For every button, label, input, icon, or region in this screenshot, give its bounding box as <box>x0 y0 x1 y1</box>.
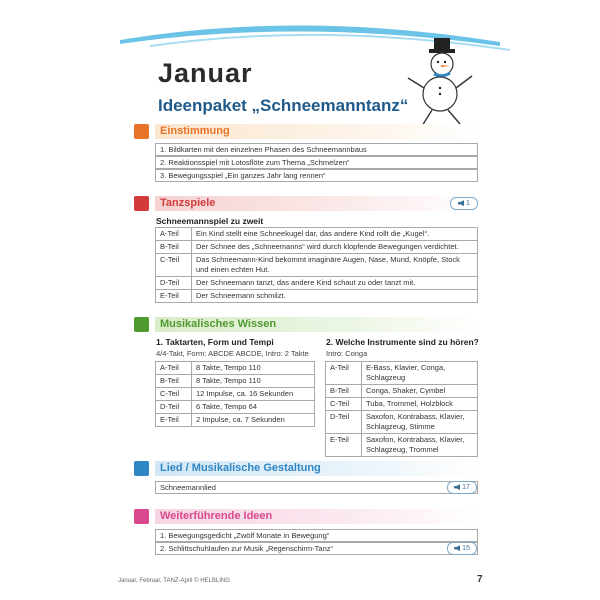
row-label: B-Teil <box>326 385 362 398</box>
row-label: C-Teil <box>156 254 192 277</box>
table-row <box>326 434 478 457</box>
wissen-left-table <box>155 361 315 427</box>
table-row <box>326 411 478 434</box>
row-text: 2 Impulse, ca. 7 Sekunden <box>192 414 315 427</box>
lied-item: Schneemannlied <box>155 481 478 494</box>
table-row <box>326 398 478 411</box>
table-row <box>326 362 478 385</box>
tanzspiele-heading: Schneemannspiel zu zweit <box>156 216 264 226</box>
weiter-item-2: 2. Schlittschuhlaufen zur Musik „Regenschirm-Tanz“ <box>155 542 478 555</box>
weiter-title: Weiterführende Ideen <box>160 510 273 522</box>
table-row <box>156 414 315 427</box>
weiter-item-1: 1. Bewegungsgedicht „Zwölf Monate in Bewegung“ <box>155 529 478 542</box>
row-label: D-Teil <box>156 401 192 414</box>
row-label: A-Teil <box>156 228 192 241</box>
table-row <box>156 241 478 254</box>
lied-title: Lied / Musikalische Gestaltung <box>160 462 321 474</box>
speaker-icon <box>458 200 464 206</box>
row-label: E-Teil <box>326 434 362 457</box>
wissen-icon <box>134 317 149 332</box>
page-number: 7 <box>477 574 483 585</box>
row-label: B-Teil <box>156 241 192 254</box>
row-label: D-Teil <box>156 277 192 290</box>
header-swoosh <box>0 0 600 60</box>
row-text: Ein Kind stellt eine Schneekugel dar, das andere Kind rollt die „Kugel“. <box>192 228 478 241</box>
row-text: Tuba, Trommel, Holzblock <box>362 398 478 411</box>
table-row <box>156 277 478 290</box>
speaker-icon <box>454 545 460 551</box>
lied-icon <box>134 461 149 476</box>
table-row <box>156 290 478 303</box>
page-subtitle: Ideenpaket „Schneemanntanz“ <box>158 96 409 115</box>
row-label: C-Teil <box>326 398 362 411</box>
row-label: D-Teil <box>326 411 362 434</box>
wissen-right-note: Intro: Conga <box>326 349 368 358</box>
row-text: 8 Takte, Tempo 110 <box>192 362 315 375</box>
row-text: 6 Takte, Tempo 64 <box>192 401 315 414</box>
weiter-icon <box>134 509 149 524</box>
row-label: E-Teil <box>156 414 192 427</box>
row-text: Conga, Shaker, Cymbel <box>362 385 478 398</box>
wissen-left-note: 4/4-Takt, Form: ABCDE ABCDE, Intro: 2 Takte <box>156 349 309 358</box>
wissen-left-heading: 1. Taktarten, Form und Tempi <box>156 337 274 347</box>
track-badge-1[interactable]: 1 <box>450 197 478 210</box>
row-text: Das Schneemann-Kind bekommt imaginäre Augen, Nase, Mund, Knöpfe, Stock und einen echten Hut. <box>192 254 478 277</box>
tanzspiele-table <box>155 227 478 303</box>
einstimmung-item-1: 1. Bildkarten mit den einzelnen Phasen des Schneemannbaus <box>155 143 478 156</box>
row-text: Der Schneemann schmilzt. <box>192 290 478 303</box>
track-badge-15[interactable]: 15 <box>447 542 477 555</box>
wissen-title: Musikalisches Wissen <box>160 318 277 330</box>
row-label: B-Teil <box>156 375 192 388</box>
table-row <box>156 388 315 401</box>
row-label: A-Teil <box>326 362 362 385</box>
einstimmung-item-2: 2. Reaktionsspiel mit Lotosflöte zum Thema „Schmelzen“ <box>155 156 478 169</box>
row-text: Saxofon, Kontrabass, Klavier, Schlagzeug, Trommel <box>362 434 478 457</box>
einstimmung-item-3: 3. Bewegungsspiel „Ein ganzes Jahr lang rennen“ <box>155 169 478 182</box>
page-title: Januar <box>158 58 253 88</box>
row-text: E-Bass, Klavier, Conga, Schlagzeug <box>362 362 478 385</box>
table-row <box>326 385 478 398</box>
table-row <box>156 228 478 241</box>
tanzspiele-title: Tanzspiele <box>160 197 216 209</box>
einstimmung-icon <box>134 124 149 139</box>
speaker-icon <box>454 484 460 490</box>
einstimmung-title: Einstimmung <box>160 125 230 137</box>
row-text: Saxofon, Kontrabass, Klavier, Schlagzeug, Stimme <box>362 411 478 434</box>
table-row <box>156 401 315 414</box>
row-text: Der Schneemann tanzt, das andere Kind schaut zu oder tanzt mit. <box>192 277 478 290</box>
table-row <box>156 254 478 277</box>
row-label: E-Teil <box>156 290 192 303</box>
wissen-right-heading: 2. Welche Instrumente sind zu hören? <box>326 337 479 347</box>
wissen-right-table <box>325 361 478 457</box>
row-label: C-Teil <box>156 388 192 401</box>
table-row <box>156 375 315 388</box>
table-row <box>156 362 315 375</box>
snowman-illustration <box>398 36 480 132</box>
row-text: Der Schnee des „Schneemanns“ wird durch klopfende Bewegungen verdichtet. <box>192 241 478 254</box>
row-label: A-Teil <box>156 362 192 375</box>
row-text: 12 Impulse, ca. 16 Sekunden <box>192 388 315 401</box>
row-text: 8 Takte, Tempo 110 <box>192 375 315 388</box>
footer-credit: Januar, Februar, TANZ-April © HELBLING <box>118 578 230 584</box>
tanzspiele-icon <box>134 196 149 211</box>
track-badge-17[interactable]: 17 <box>447 481 477 494</box>
